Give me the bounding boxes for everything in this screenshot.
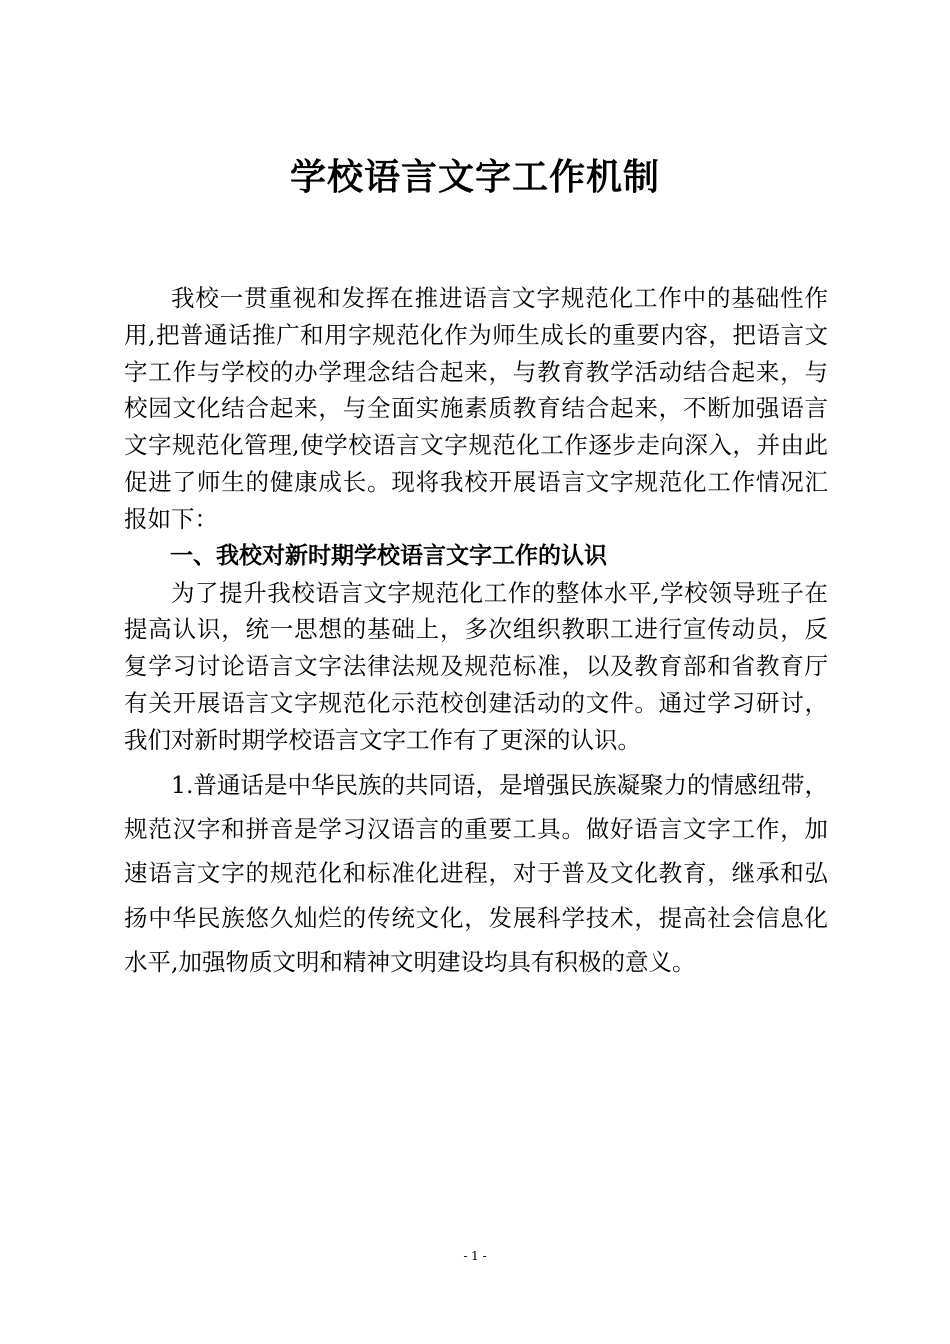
point-paragraph: 1.普通话是中华民族的共同语，是增强民族凝聚力的情感纽带，规范汉字和拼音是学习汉语言的重要工具。做好语言文字工作，加速语言文字的规范化和标准化进程，对于普及文化教育，继承和弘扬中华民族悠久灿烂的传统文化，发展科学技术，提高社会信息化水平,加强物质文明和精神文明建设均具有积极的意义。 (124, 770, 828, 977)
intro-paragraph: 我校一贯重视和发挥在推进语言文字规范化工作中的基础性作用,把普通话推广和用字规范化作为师生成长的重要内容，把语言文字工作与学校的办学理念结合起来，与教育教学活动结合起来，与校园文化结合起来，与全面实施素质教育结合起来，不断加强语言文字规范化管理,使学校语言文字规范化工作逐步走向深入，并由此促进了师生的健康成长。现将我校开展语言文字规范化工作情况汇报如下： (124, 284, 828, 533)
section-heading: 一、我校对新时期学校语言文字工作的认识 (170, 542, 607, 569)
page-number: - 1 - (463, 1249, 487, 1263)
section-paragraph: 为了提升我校语言文字规范化工作的整体水平,学校领导班子在提高认识，统一思想的基础上，多次组织教职工进行宣传动员，反复学习讨论语言文字法律法规及规范标准，以及教育部和省教育厅有关开展语言文字规范化示范校创建活动的文件。通过学习研讨，我们对新时期学校语言文字工作有了更深的认识。 (124, 578, 828, 754)
document-title: 学校语言文字工作机制 (289, 157, 660, 198)
document-body (124, 280, 828, 985)
